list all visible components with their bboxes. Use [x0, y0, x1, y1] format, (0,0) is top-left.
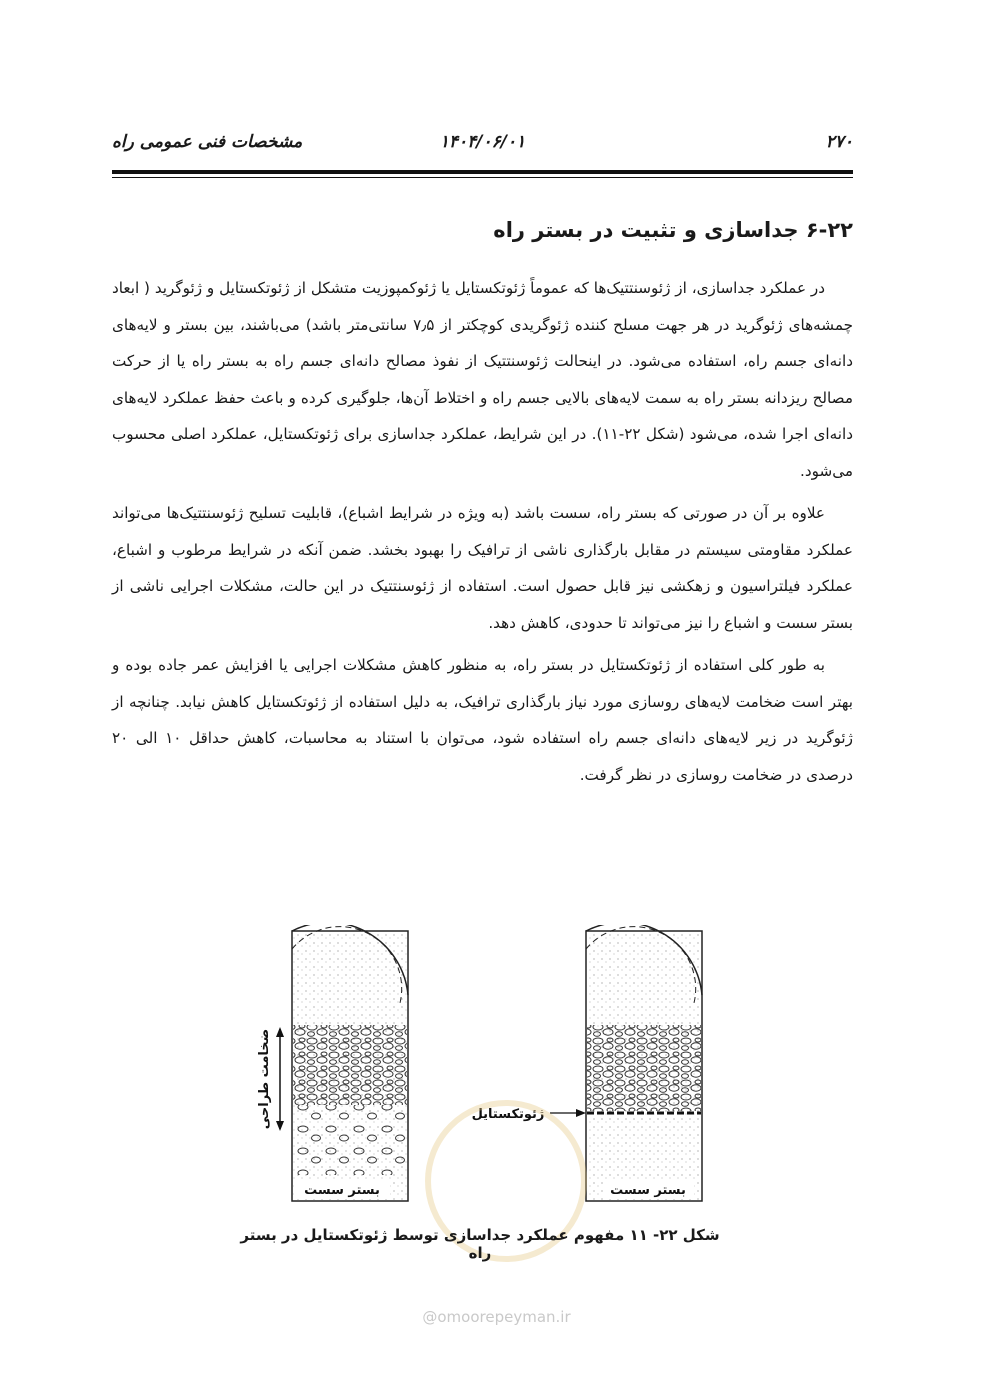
figure-caption: شکل ۲۲- ۱۱ مفهوم عملکرد جداسازی توسط ژئوتکستایل در بستر راه: [240, 1226, 720, 1262]
figure-label-soft-subgrade-right: بستر سست: [610, 1183, 686, 1198]
header-rule-thick: [112, 170, 853, 174]
section-title: ۶-۲۲ جداسازی و تثبیت در بستر راه: [493, 218, 853, 242]
arrow-icon: [576, 1109, 586, 1117]
paragraph-2: علاوه بر آن در صورتی که بستر راه، سست باشد (به ویژه در شرایط اشباع)، قابلیت تسلیح ژئوسنتتیک‌ها می‌تواند عملکرد مقاومتی سیستم در مقابل بارگذاری ناشی از ترافیک را بهبود بخشد. ضمن آنکه در شرایط مرطوب و اشباع، عملکرد فیلتراسیون و زهکشی نیز قابل حصول است. استفاده از ژئوسنتتیک در این حالت، مشکلات اجرایی ناشی از بستر سست و اشباع را نیز می‌تواند تا حدودی، کاهش دهد.: [112, 504, 853, 632]
body-text: [112, 270, 853, 799]
header-rule-thin: [112, 177, 853, 178]
paragraph-3: به طور کلی استفاده از ژئوتکستایل در بستر راه، به منظور کاهش مشکلات اجرایی یا افزایش عمر جاده بوده و بهتر است ضخامت لایه‌های روسازی مورد نیاز بارگذاری ترافیک، به دلیل استفاده از ژئوتکستایل کاهش نیابد. چنانچه از ژئوگرید در زیر لایه‌های دانه‌ای جسم راه استفاده شود، می‌توان با استناد به محاسبات، کاهش حداقل ۱۰ الی ۲۰ درصدی در ضخامت روسازی در نظر گرفت.: [112, 656, 853, 784]
figure-left-panel: [257, 925, 408, 1201]
header-title: مشخصات فنی عمومی راه: [112, 132, 303, 152]
page-header: [112, 128, 853, 158]
watermark-url: @omoorepeyman.ir: [422, 1308, 571, 1326]
paragraph-1: در عملکرد جداسازی، از ژئوسنتتیک‌ها که عموماً ژئوتکستایل یا ژئوکمپوزیت متشکل از ژئوتکستایل و ژئوگرید ( ابعاد چمشه‌های ژئوگرید در هر جهت مسلح کننده ژئوگریدی کوچکتر از ۷٫۵ سانتی‌متر باشد) می‌باشند، بین بستر و لایه‌های دانه‌ای جسم راه، استفاده می‌شود. در اینحالت ژئوسنتتیک از نفوذ مصالح دانه‌ای جسم راه به بستر راه یا از حرکت مصالح ریزدانه بستر راه به سمت لایه‌های بالایی جسم راه و اختلاط آن‌ها، جلوگیری کرده و باعث حفظ عملکرد لایه‌های دانه‌ای اجرا شده، می‌شود (شکل ۲۲-۱۱). در این شرایط، عملکرد جداسازی برای ژئوتکستایل، عملکرد اصلی محسوب می‌شود.: [112, 279, 853, 480]
page-number: ۲۷۰: [825, 132, 853, 152]
figure-label-geotextile: ژئوتکستایل: [471, 1107, 545, 1122]
header-date: ۱۴۰۴/۰۶/۰۱: [439, 132, 526, 152]
figure-label-thickness: ضخامت طراحی: [257, 1028, 272, 1130]
figure-label-soft-subgrade-left: بستر سست: [304, 1183, 380, 1198]
